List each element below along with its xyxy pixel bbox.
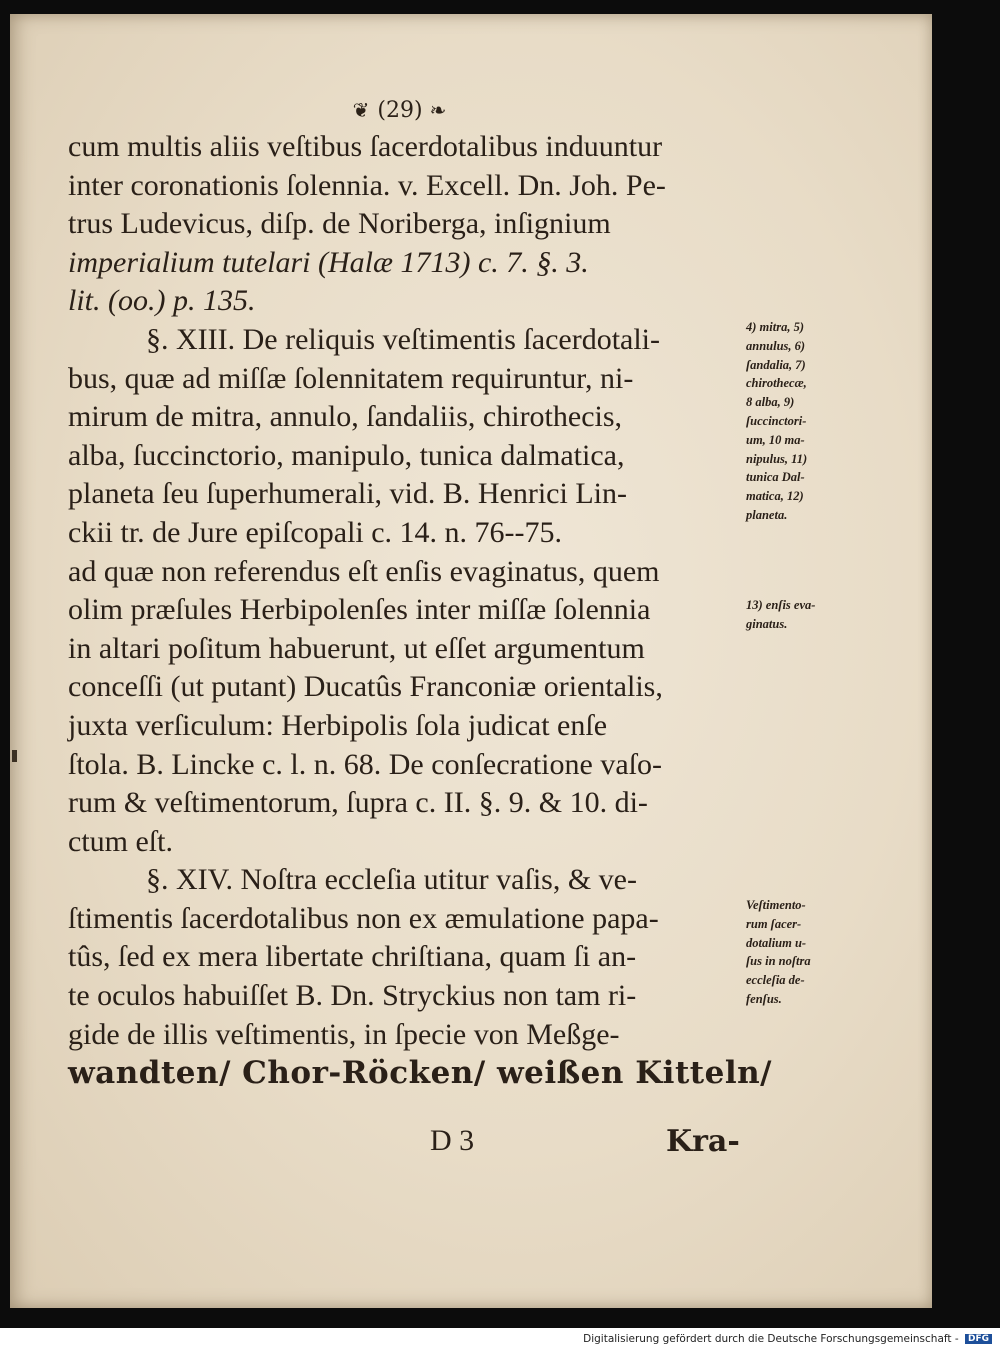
ornament-left-icon: ❦ xyxy=(352,98,371,122)
margin-note-sword xyxy=(746,596,858,634)
dfg-logo: DFG xyxy=(965,1334,992,1344)
text-line: lit. (oo.) p. 135. xyxy=(68,284,256,318)
text-line: olim præſules Herbipolenſes inter miſſæ ſolennia xyxy=(68,593,651,627)
ornament-right-icon: ❧ xyxy=(429,98,448,122)
footer-text: Digitalisierung gefördert durch die Deutsche Forschungsgemeinschaft - xyxy=(583,1333,959,1345)
margin-note-line: 13) enſis eva- xyxy=(746,598,816,612)
text-line: ad quæ non referendus eſt enſis evaginatus, quem xyxy=(68,554,660,588)
digitization-footer xyxy=(560,1333,992,1349)
text-line: bus, quæ ad miſſæ ſolennitatem requiruntur, ni- xyxy=(68,361,634,395)
margin-note-line: annulus, 6) xyxy=(746,338,806,353)
margin-note-line: ſus in noſtra xyxy=(746,954,811,969)
text-line: tûs, ſed ex mera libertate chriſtiana, quam ſi an- xyxy=(68,940,637,974)
margin-note-line: tunica Dal- xyxy=(746,470,805,485)
text-line: planeta ſeu ſuperhumerali, vid. B. Henrici Lin- xyxy=(68,477,627,511)
margin-note-line: ſandalia, 7) xyxy=(746,357,806,372)
margin-note-line: ginatus. xyxy=(746,616,788,631)
margin-note-line: Veſtimento- xyxy=(746,898,806,912)
margin-note-line: rum ſacer- xyxy=(746,916,802,931)
margin-note-line: fenſus. xyxy=(746,991,782,1006)
margin-note-line: ſuccinctori- xyxy=(746,413,807,428)
margin-note-line: um, 10 ma- xyxy=(746,432,805,447)
text-line: ſtimentis ſacerdotalibus non ex æmulatione papa- xyxy=(68,901,659,935)
signature-mark: D 3 xyxy=(430,1124,475,1157)
margin-note-usage xyxy=(746,896,858,1009)
text-line: rum & veſtimentorum, ſupra c. II. §. 9. & 10. di- xyxy=(68,786,648,820)
margin-note-line: nipulus, 11) xyxy=(746,451,808,466)
text-line: §. XIII. De reliquis veſtimentis ſacerdotali- xyxy=(146,322,660,356)
text-line: wandten/ Chor-Röcken/ weißen Kitteln/ xyxy=(68,1055,772,1092)
text-line: conceſſi (ut putant) Ducatûs Franconiæ orientalis, xyxy=(68,670,663,704)
text-line: ctum eſt. xyxy=(68,824,173,858)
margin-note-line: eccleſia de- xyxy=(746,973,805,988)
text-line: inter coronationis ſolennia. v. Excell. Dn. Joh. Pe- xyxy=(68,168,666,202)
gutter-mark xyxy=(12,750,17,762)
text-line: imperialium tutelari (Halæ 1713) c. 7. §. 3. xyxy=(68,245,589,279)
margin-note-line: chirothecæ, xyxy=(746,376,807,391)
margin-note-vestments xyxy=(746,318,858,525)
text-line: §. XIV. Noſtra eccleſia utitur vaſis, & ve- xyxy=(146,863,637,897)
margin-note-line: dotalium u- xyxy=(746,935,807,950)
text-line: juxta verſiculum: Herbipolis ſola judicat enſe xyxy=(68,708,608,742)
text-line: in altari poſitum habuerunt, ut eſſet argumentum xyxy=(68,631,645,665)
text-line: gide de illis veſtimentis, in ſpecie von Meßge- xyxy=(68,1017,620,1051)
text-line: ſtola. B. Lincke c. l. n. 68. De conſecratione vaſo- xyxy=(68,747,662,781)
text-line: cum multis aliis veſtibus ſacerdotalibus induuntur xyxy=(68,130,663,163)
catchword: Kra- xyxy=(666,1124,740,1159)
text-line: trus Ludevicus, diſp. de Noriberga, inſignium xyxy=(68,207,611,241)
margin-note-line: 8 alba, 9) xyxy=(746,395,795,410)
text-line: ckii tr. de Jure epiſcopali c. 14. n. 76--75. xyxy=(68,515,563,549)
margin-note-line: 4) mitra, 5) xyxy=(746,320,804,334)
margin-note-line: planeta. xyxy=(746,507,788,522)
page-header xyxy=(300,98,500,123)
text-line: alba, ſuccinctorio, manipulo, tunica dalmatica, xyxy=(68,438,625,472)
margin-note-line: matica, 12) xyxy=(746,489,804,504)
text-line: te oculos habuiſſet B. Dn. Stryckius non tam ri- xyxy=(68,979,637,1013)
page-number: (29) xyxy=(377,98,423,123)
text-line: mirum de mitra, annulo, ſandaliis, chirothecis, xyxy=(68,400,623,434)
